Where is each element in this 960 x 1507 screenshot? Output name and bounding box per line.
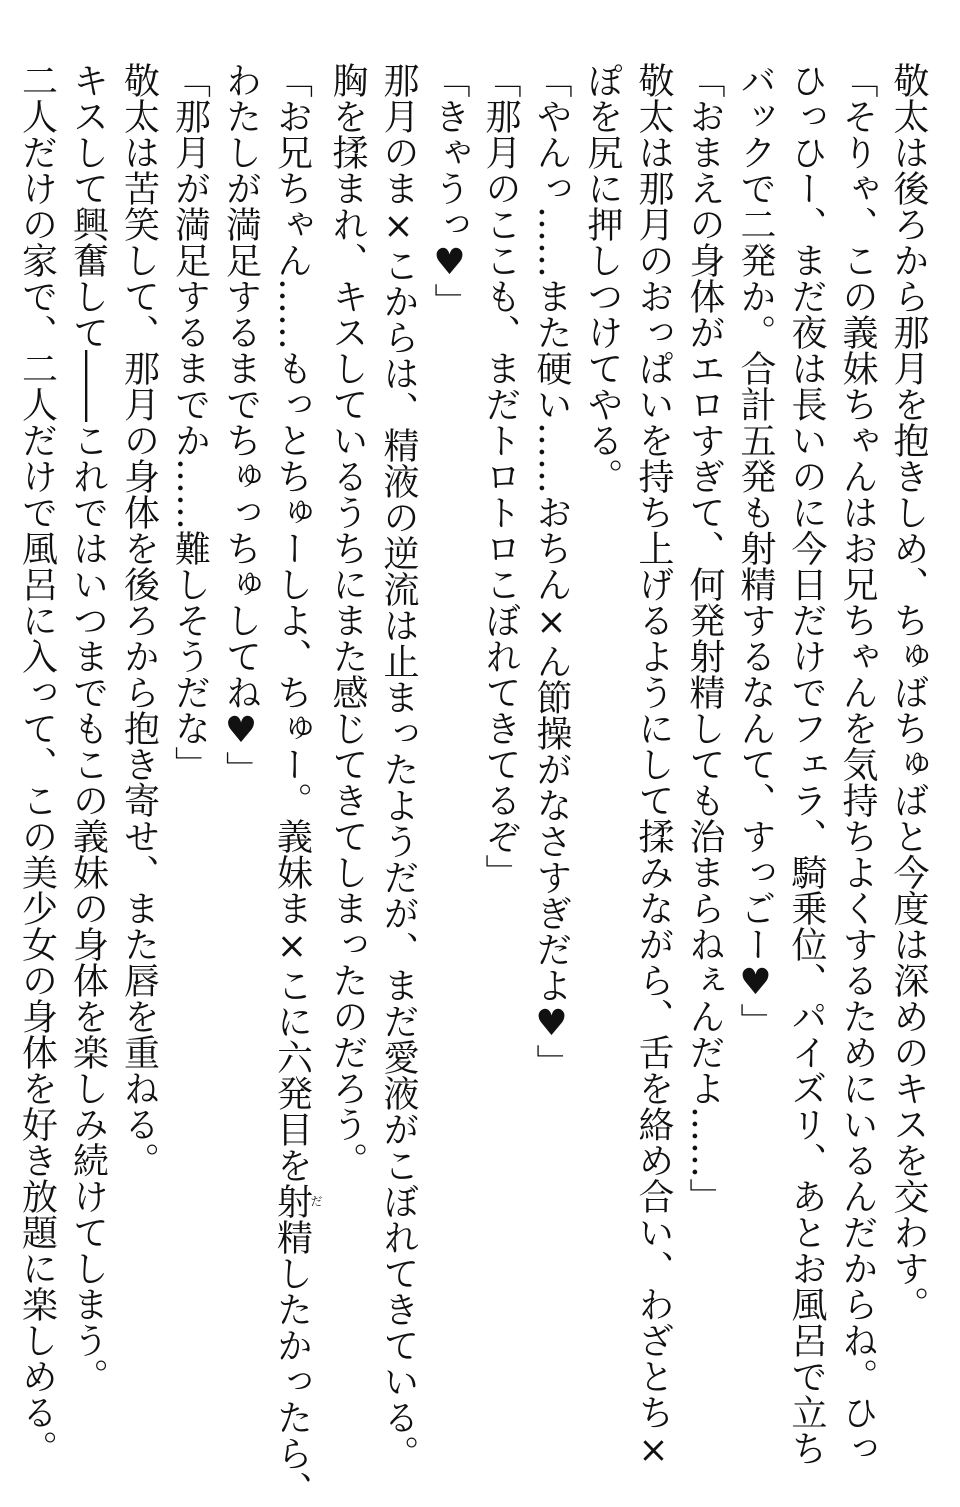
text-line-2: 「そりゃ、この義妹ちゃんはお兄ちゃんを気持ちよくするためにいるんだからね。ひっ <box>837 62 878 1466</box>
text-line-1: 敬太は後ろから那月を抱きしめ、ちゅばちゅばと今度は深めのキスを交わす。 <box>888 62 929 1322</box>
furigana-ruby: 射だ <box>271 1183 323 1219</box>
text-line-8: 「やんっ……また硬い……おちん×ん節操がなさすぎだよ♥」 <box>531 62 572 1080</box>
text-line-12: 胸を揉まれ、キスしているうちにまた感じてきてしまったのだろう。 <box>327 62 368 1178</box>
text-line-14: わたしが満足するまでちゅっちゅしてね♥」 <box>220 62 262 787</box>
text-line-15: 「那月が満足するまでか……難しそうだな」 <box>169 62 211 782</box>
text-line-10: 「きゃうっ♥」 <box>429 62 470 319</box>
text-line-9: 「那月のここも、まだトロトロこぼれてきてるぞ」 <box>480 62 521 890</box>
text-line-4: バックで二発か。合計五発も射精するなんて、すっごー♥」 <box>735 62 776 1039</box>
text-line-3: ひっひー、まだ夜は長いのに今日だけでフェラ、騎乗位、パイズリ、あとお風呂で立ち <box>786 62 827 1466</box>
text-line-6: 敬太は那月のおっぱいを持ち上げるようにして揉みながら、舌を絡め合い、わざとち× <box>633 62 674 1471</box>
text-line-7: ぽを尻に押しつけてやる。 <box>582 62 623 494</box>
text-line-18: 二人だけの家で、二人だけで風呂に入って、この美少女の身体を好き放題に楽しめる。 <box>16 62 58 1466</box>
text-line-5: 「おまえの身体がエロすぎて、何発射精しても治まらねぇんだよ……」 <box>684 62 725 1214</box>
text-line-17: キスして興奮して――これではいつまでもこの義妹の身体を楽しみ続けてしまう。 <box>67 62 109 1394</box>
vertical-text-block <box>12 62 935 1507</box>
text-line-16: 敬太は苦笑して、那月の身体を後ろから抱き寄せ、また唇を重ねる。 <box>118 62 160 1178</box>
furigana-text: だ <box>309 1183 323 1219</box>
text-line-13: 「お兄ちゃん……もっとちゅーしよ、ちゅー。義妹ま×こに六発目を射だ精したかったら、 <box>271 62 323 1507</box>
text-line-11: 那月のま×こからは、精液の逆流は止まったようだが、まだ愛液がこぼれてきている。 <box>378 62 419 1471</box>
